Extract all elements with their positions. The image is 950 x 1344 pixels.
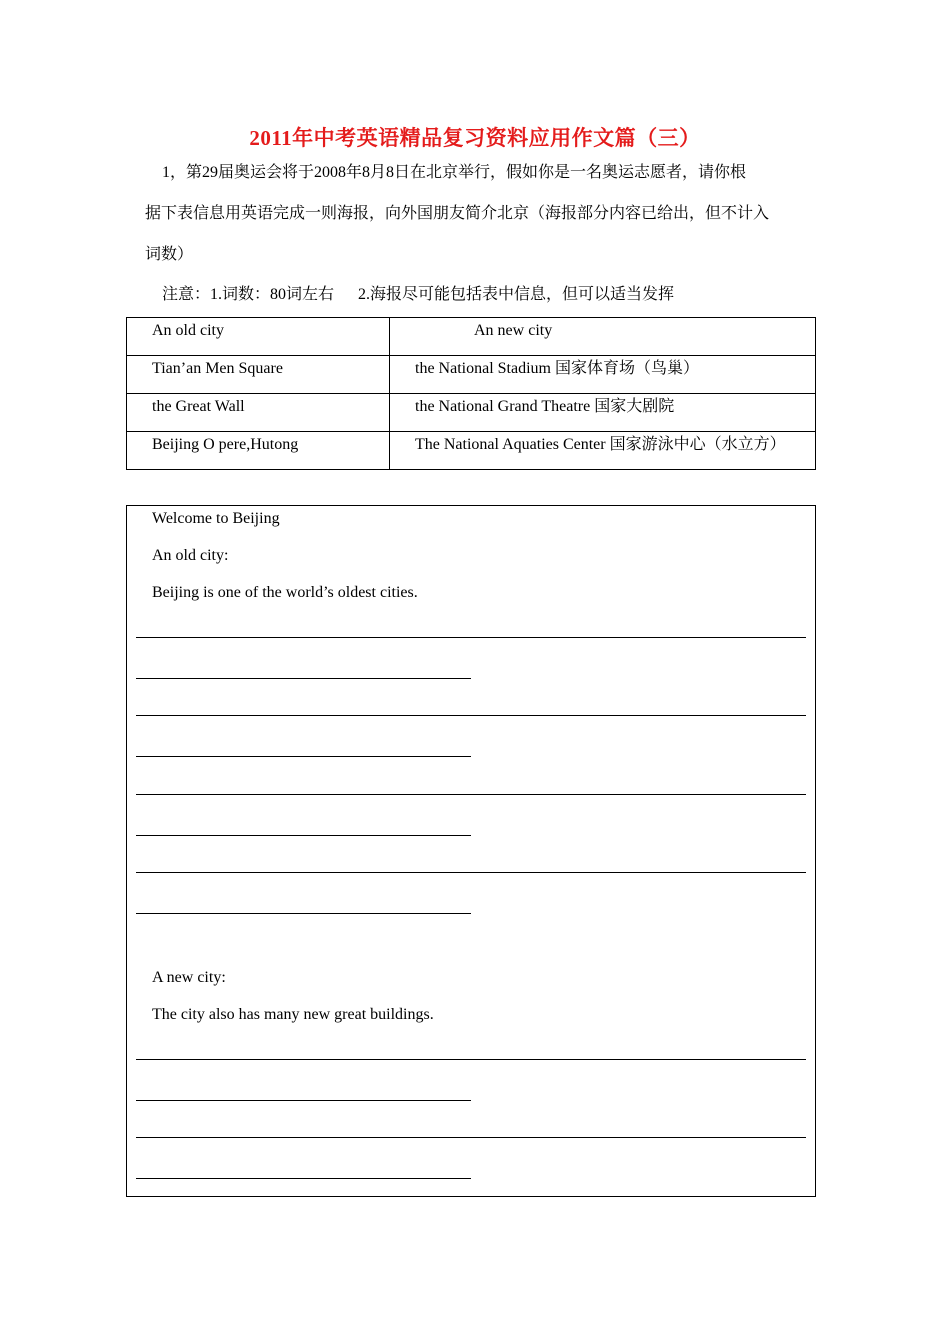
answer-line[interactable] [136,1059,806,1060]
poster-old-sentence: Beijing is one of the world’s oldest cities. [152,584,418,601]
table-cell: the National Stadium 国家体育场（鸟巢） [390,356,816,394]
table-row [127,394,816,432]
table-cell: the National Grand Theatre 国家大剧院 [390,394,816,432]
table-cell: the Great Wall [127,394,390,432]
table-row [127,356,816,394]
question-line-3: 词数） [145,246,194,263]
poster-new-sentence: The city also has many new great buildings. [152,1006,434,1023]
answer-line[interactable] [136,1137,806,1138]
answer-line[interactable] [136,678,471,679]
question-line-1: 1，第29届奥运会将于2008年8月8日在北京举行，假如你是一名奥运志愿者，请你根 [162,164,747,181]
answer-line[interactable] [136,1100,471,1101]
poster-box [126,505,816,1197]
page-title: 2011年中考英语精品复习资料应用作文篇（三） [249,126,701,150]
question-line-2: 据下表信息用英语完成一则海报，向外国朋友简介北京（海报部分内容已给出，但不计入 [145,205,770,222]
table-cell: Beijing O pere,Hutong [127,432,390,470]
answer-line[interactable] [136,835,471,836]
answer-line[interactable] [136,715,806,716]
answer-line[interactable] [136,872,806,873]
answer-line[interactable] [136,913,471,914]
answer-line[interactable] [136,1178,471,1179]
table-header-cell: An old city [127,318,390,356]
table-header-row [127,318,816,356]
answer-line[interactable] [136,794,806,795]
table-row [127,432,816,470]
info-table [126,317,816,470]
poster-new-heading: A new city: [152,969,226,986]
answer-line[interactable] [136,756,471,757]
poster-welcome: Welcome to Beijing [152,510,280,527]
question-note: 注意：1.词数：80词左右 2.海报尽可能包括表中信息，但可以适当发挥 [162,286,675,303]
poster-old-heading: An old city: [152,547,229,564]
table-cell: Tian’an Men Square [127,356,390,394]
question-text [145,152,815,275]
answer-line[interactable] [136,637,806,638]
table-header-cell: An new city [390,318,816,356]
table-cell: The National Aquaties Center 国家游泳中心（水立方） [390,432,816,470]
